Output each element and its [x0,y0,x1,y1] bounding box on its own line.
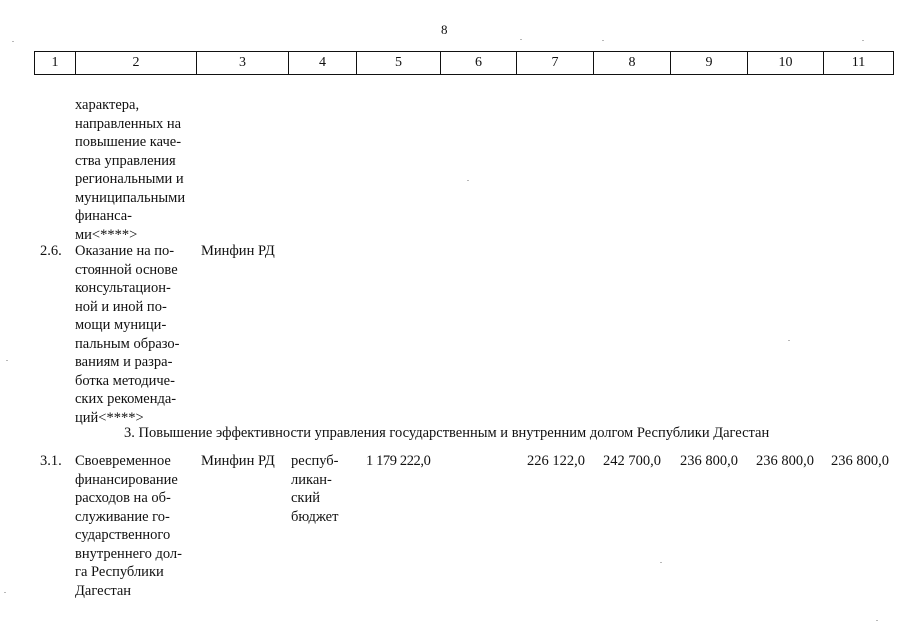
row-3-1-description: Своевременное финансирование расходов на об- служивание го- сударственного внутреннего дол- га Республики Дагестан [75,453,182,599]
row-3-1-executor: Минфин РД [201,453,275,469]
row-2-6-description: Оказание на по- стоянной основе консультацион- ной и иной по- мощи муници- пальным образо- ваниям и разра- ботка методиче- ских рекоменда- ций<****> [75,243,180,426]
column-header-9: 9 [671,52,748,75]
row-3-1-col7: 226 122,0 [527,453,585,469]
scan-speck [467,180,469,181]
row-3-1-col10: 236 800,0 [756,453,814,469]
column-header-11: 11 [824,52,894,75]
column-header-4: 4 [289,52,357,75]
scan-speck [6,360,8,361]
column-header-5: 5 [357,52,441,75]
column-header-8: 8 [594,52,671,75]
row-3-1-col8: 242 700,0 [603,453,661,469]
scan-speck [12,41,14,42]
column-header-3: 3 [197,52,289,75]
scan-speck [660,562,662,563]
scan-speck [602,40,604,41]
column-header-7: 7 [517,52,594,75]
column-header-2: 2 [76,52,197,75]
scan-speck [520,39,522,40]
row-continuation-description: характера, направленных на повышение каче- ства управления региональными и муниципальными финанса- ми<****> [75,97,186,243]
row-3-1-number: 3.1. [40,453,62,469]
row-2-6-executor: Минфин РД [201,243,275,259]
row-2-6-number: 2.6. [40,243,62,259]
column-header-10: 10 [748,52,824,75]
page-number: 8 [441,22,448,37]
row-3-1-col11: 236 800,0 [831,453,889,469]
row-3-1-col9: 236 800,0 [680,453,738,469]
row-3-1-funding-source: респуб- ликан- ский бюджет [291,453,339,525]
column-header-6: 6 [441,52,517,75]
row-3-1-total: 1 179 222,0 [366,453,431,469]
section-heading: 3. Повышение эффективности управления государственным и внутренним долгом Республики Дагестан [124,425,770,441]
column-header-1: 1 [35,52,76,75]
scan-speck [862,40,864,41]
scan-speck [4,592,6,593]
scan-speck [788,340,790,341]
scan-speck [876,620,878,621]
column-number-header [34,51,894,75]
